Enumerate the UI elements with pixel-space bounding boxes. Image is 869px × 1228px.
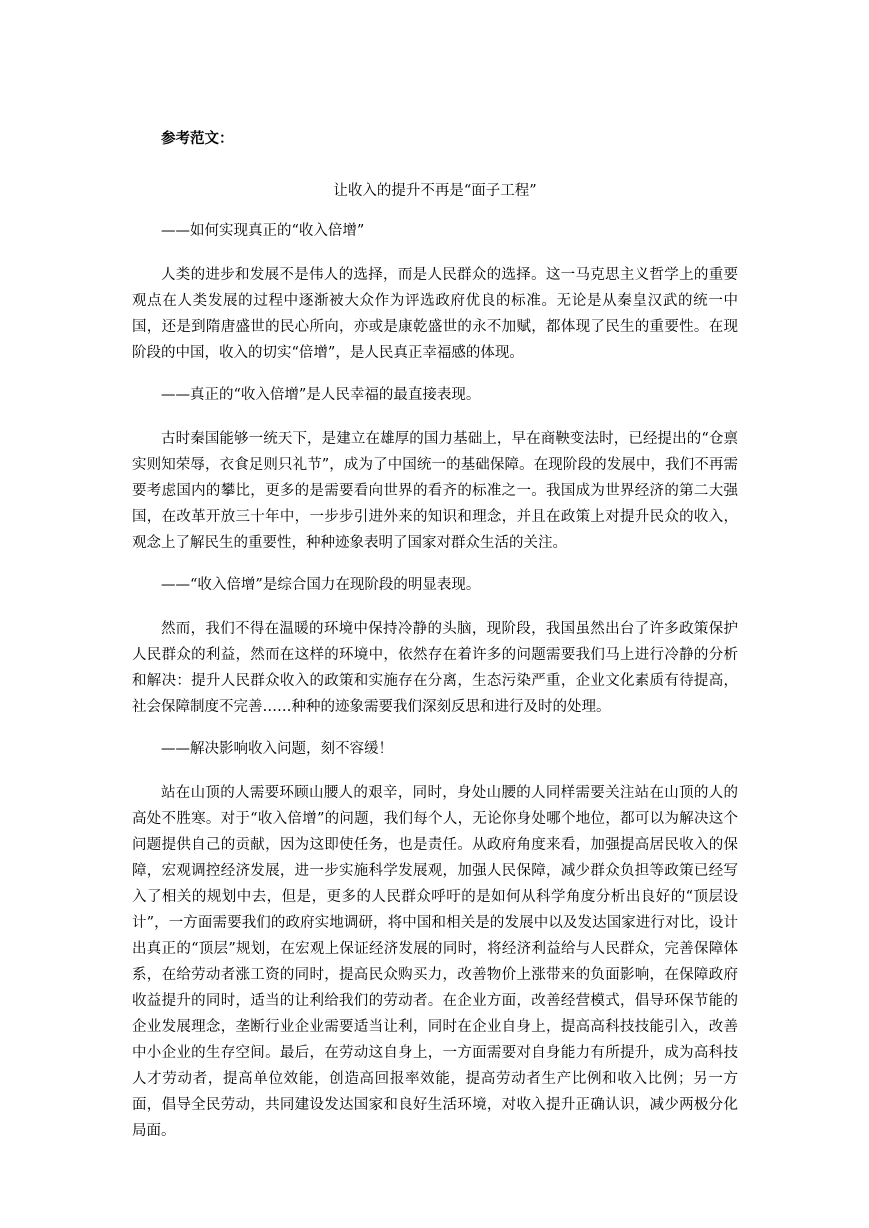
subheading-3: ——解决影响收入问题，刻不容缓！ [161,741,393,757]
essay-title: 让收入的提升不再是“面子工程” [333,183,537,199]
document-body [132,126,738,1144]
paragraph-1: 人类的进步和发展不是伟人的选择，而是人民群众的选择。这一马克思主义哲学上的重要观点在人类发展的过程中逐渐被大众作为评选政府优良的标准。无论是从秦皇汉武的统一中国，还是到隋唐盛世的民心所向，亦或是康乾盛世的永不加赋，都体现了民生的重要性。在现阶段的中国，收入的切实“倍增”，是人民真正幸福感的体现。 [132,267,738,361]
essay-subtitle: ——如何实现真正的“收入倍增” [161,223,365,239]
paragraph-2: 古时秦国能够一统天下，是建立在雄厚的国力基础上，早在商鞅变法时，已经提出的“仓禀实则知荣辱，衣食足则只礼节”，成为了中国统一的基础保障。在现阶段的发展中，我们不再需要考虑国内的攀比，更多的是需要看向世界的看齐的标准之一。我国成为世界经济的第二大强国，在改革开放三十年中，一步步引进外来的知识和理念，并且在政策上对提升民众的收入，观念上了解民生的重要性，种种迹象表明了国家对群众生活的关注。 [132,431,738,551]
reference-label: 参考范文： [161,130,234,147]
subheading-2: ——“收入倍增”是综合国力在现阶段的明显表现。 [161,577,481,593]
paragraph-3: 然而，我们不得在温暖的环境中保持冷静的头脑，现阶段，我国虽然出台了许多政策保护人民群众的利益，然而在这样的环境中，依然存在着许多的问题需要我们马上进行冷静的分析和解决：提升人民群众收入的政策和实施存在分离，生态污染严重，企业文化素质有待提高，社会保障制度不完善……种种的迹象需要我们深刻反思和进行及时的处理。 [132,621,738,715]
subheading-1: ——真正的“收入倍增”是人民幸福的最直接表现。 [161,387,481,403]
paragraph-4: 站在山顶的人需要环顾山腰人的艰辛，同时，身处山腰的人同样需要关注站在山顶的人的高处不胜寒。对于“收入倍增”的问题，我们每个人，无论你身处哪个地位，都可以为解决这个问题提供自己的贡献，因为这即使任务，也是责任。从政府角度来看，加强提高居民收入的保障，宏观调控经济发展，进一步实施科学发展观，加强人民保障，减少群众负担等政策已经写入了相关的规划中去，但是，更多的人民群众呼吁的是如何从科学角度分析出良好的“顶层设计”，一方面需要我们的政府实地调研，将中国和相关是的发展中以及发达国家进行对比，设计出真正的“顶层”规划，在宏观上保证经济发展的同时，将经济利益给与人民群众，完善保障体系，在给劳动者涨工资的同时，提高民众购买力，改善物价上涨带来的负面影响，在保障政府收益提升的同时，适当的让利给我们的劳动者。在企业方面，改善经营模式，倡导环保节能的企业发展理念，垄断行业企业需要适当让利，同时在企业自身上，提高高科技技能引入，改善中小企业的生存空间。最后，在劳动这自身上，一方面需要对自身能力有所提升，成为高科技人才劳动者，提高单位效能，创造高回报率效能，提高劳动者生产比例和收入比例；另一方面，倡导全民劳动，共同建设发达国家和良好生活环境，对收入提升正确认识，减少两极分化局面。 [132,785,738,1139]
